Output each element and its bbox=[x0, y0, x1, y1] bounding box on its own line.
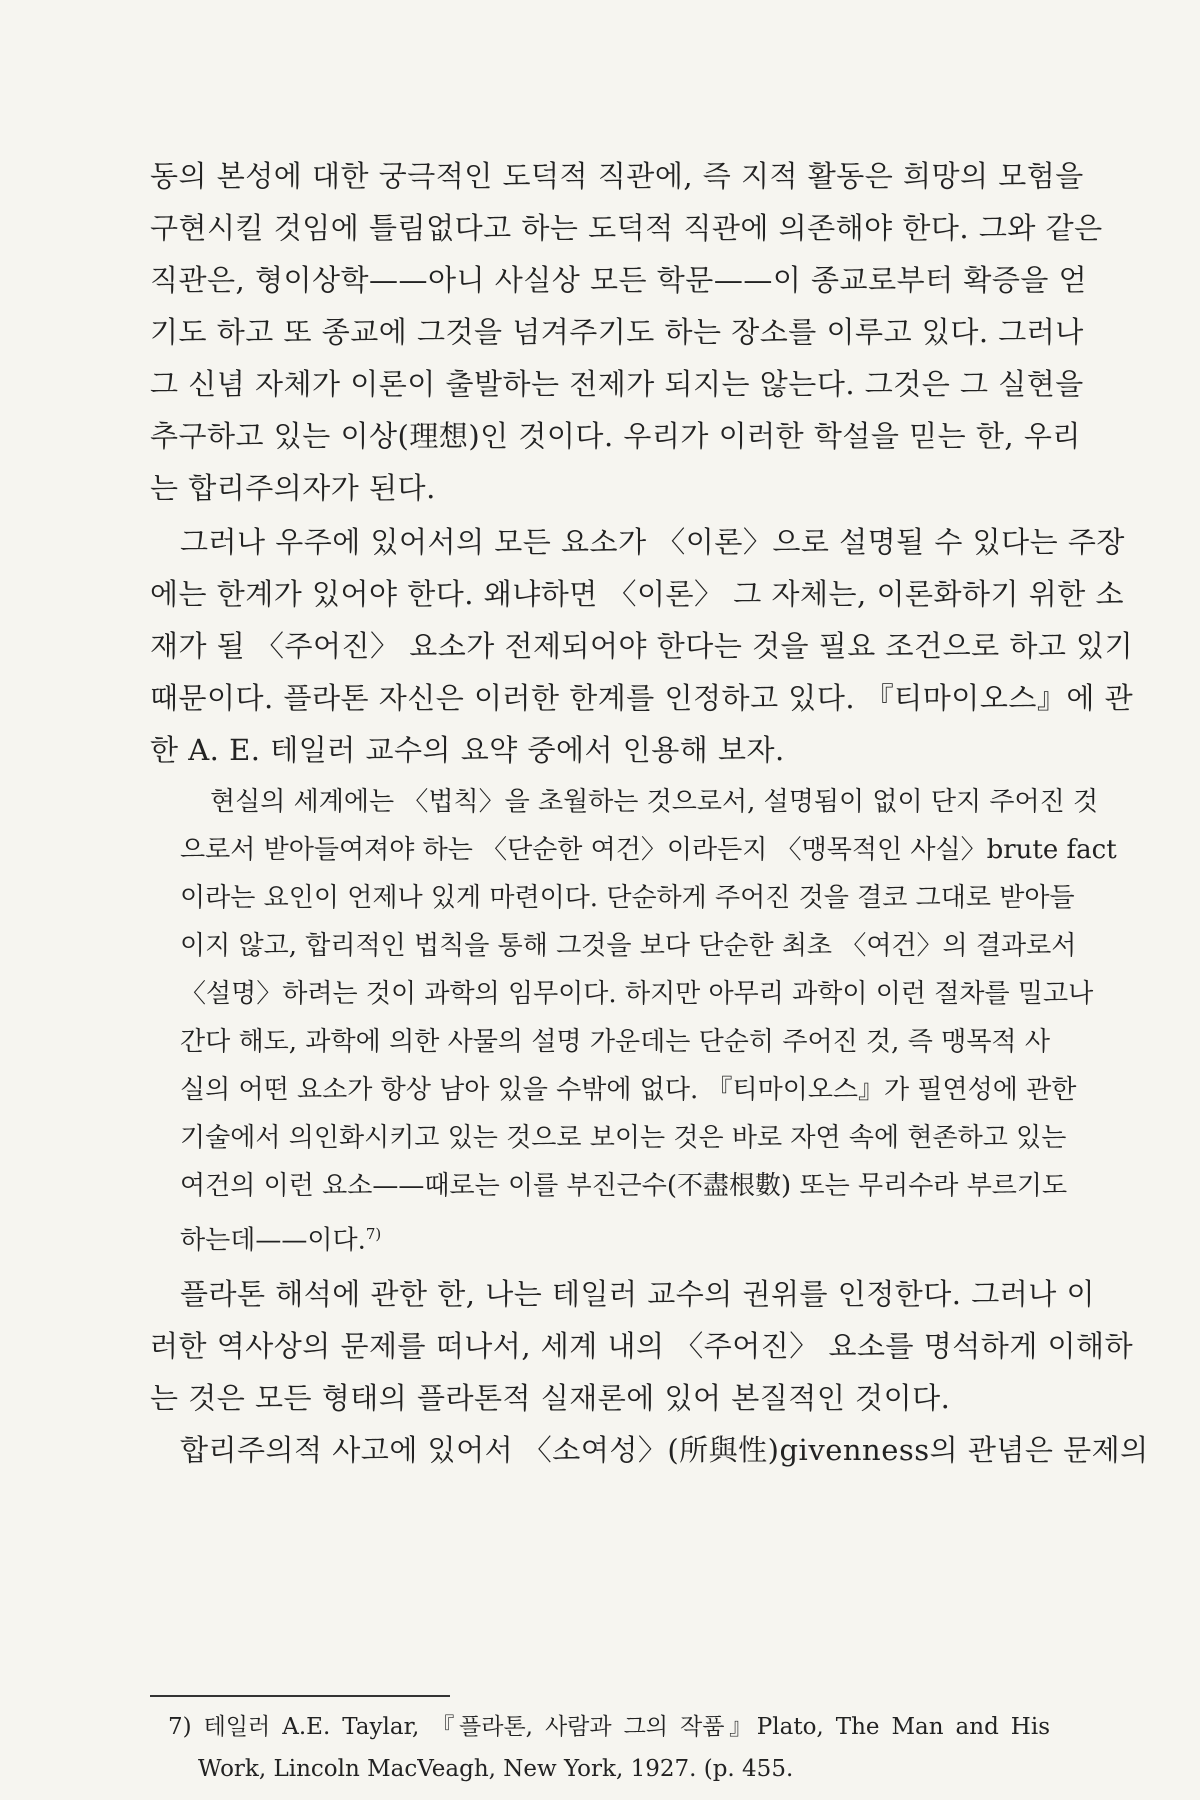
text-line: 그러나 우주에 있어서의 모든 요소가 〈이론〉으로 설명될 수 있다는 주장 bbox=[180, 525, 1125, 559]
quote-line: 간다 해도, 과학에 의한 사물의 설명 가운데는 단순히 주어진 것, 즉 맹목적 사 bbox=[180, 1027, 1050, 1057]
quote-line: 이라는 요인이 언제나 있게 마련이다. 단순하게 주어진 것을 결코 그대로 받아들 bbox=[180, 883, 1075, 913]
text-line: 는 것은 모든 형태의 플라톤적 실재론에 있어 본질적인 것이다. bbox=[150, 1381, 951, 1415]
text-line: 그 신념 자체가 이론이 출발하는 전제가 되지는 않는다. 그것은 그 실현을 bbox=[150, 367, 1084, 401]
text-line: 추구하고 있는 이상(理想)인 것이다. 우리가 이러한 학설을 믿는 한, 우리 bbox=[150, 419, 1081, 453]
quote-text: 하는데——이다. bbox=[180, 1225, 366, 1256]
text-line: 한 A. E. 테일러 교수의 요약 중에서 인용해 보자. bbox=[150, 733, 785, 767]
paragraph-1 bbox=[150, 150, 1103, 514]
footnote-line: 7) 테일러 A.E. Taylar, 『플라톤, 사람과 그의 작품』Plato, The Man and His bbox=[168, 1714, 1050, 1740]
paragraph-4 bbox=[150, 1424, 1149, 1476]
text-line: 때문이다. 플라톤 자신은 이러한 한계를 인정하고 있다. 『티마이오스』에 관 bbox=[150, 681, 1134, 715]
block-quote bbox=[180, 778, 1117, 1265]
text-line: 동의 본성에 대한 궁극적인 도덕적 직관에, 즉 지적 활동은 희망의 모험을 bbox=[150, 159, 1084, 193]
paragraph-2 bbox=[150, 516, 1134, 776]
text-line: 직관은, 형이상학——아니 사실상 모든 학문——이 종교로부터 확증을 얻 bbox=[150, 263, 1088, 297]
text-line: 는 합리주의자가 된다. bbox=[150, 471, 436, 505]
footnote-line: Work, Lincoln MacVeagh, New York, 1927. (p. 455. bbox=[198, 1756, 794, 1782]
footnote-reference: 7) bbox=[365, 1225, 382, 1243]
quote-line-last bbox=[180, 1210, 1050, 1265]
quote-line: 현실의 세계에는 〈법칙〉을 초월하는 것으로서, 설명됨이 없이 단지 주어진 것 bbox=[210, 787, 1099, 817]
quote-line: 이지 않고, 합리적인 법칙을 통해 그것을 보다 단순한 최초 〈여건〉의 결과로서 bbox=[180, 931, 1077, 961]
footnote bbox=[168, 1706, 1050, 1790]
text-line: 구현시킬 것임에 틀림없다고 하는 도덕적 직관에 의존해야 한다. 그와 같은 bbox=[150, 211, 1103, 245]
text-line: 러한 역사상의 문제를 떠나서, 세계 내의 〈주어진〉 요소를 명석하게 이해하 bbox=[150, 1329, 1134, 1363]
text-line: 기도 하고 또 종교에 그것을 넘겨주기도 하는 장소를 이루고 있다. 그러나 bbox=[150, 315, 1084, 349]
quote-line: 〈설명〉하려는 것이 과학의 임무이다. 하지만 아무리 과학이 이런 절차를 밀고나 bbox=[180, 979, 1094, 1009]
footnote-divider bbox=[150, 1695, 450, 1697]
text-line: 합리주의적 사고에 있어서 〈소여성〉(所與性)givenness의 관념은 문제의 bbox=[180, 1433, 1149, 1467]
text-line: 에는 한계가 있어야 한다. 왜냐하면 〈이론〉 그 자체는, 이론화하기 위한 소 bbox=[150, 577, 1125, 611]
text-line: 플라톤 해석에 관한 한, 나는 테일러 교수의 권위를 인정한다. 그러나 이 bbox=[180, 1277, 1096, 1311]
quote-line: 기술에서 의인화시키고 있는 것으로 보이는 것은 바로 자연 속에 현존하고 있는 bbox=[180, 1123, 1067, 1153]
quote-line: 으로서 받아들여져야 하는 〈단순한 여건〉이라든지 〈맹목적인 사실〉brute fact bbox=[180, 835, 1117, 865]
quote-line: 여건의 이런 요소——때로는 이를 부진근수(不盡根數) 또는 무리수라 부르기도 bbox=[180, 1171, 1068, 1201]
paragraph-3 bbox=[150, 1268, 1134, 1424]
quote-line: 실의 어떤 요소가 항상 남아 있을 수밖에 없다. 『티마이오스』가 필연성에 관한 bbox=[180, 1075, 1077, 1105]
text-line: 재가 될 〈주어진〉 요소가 전제되어야 한다는 것을 필요 조건으로 하고 있기 bbox=[150, 629, 1134, 663]
